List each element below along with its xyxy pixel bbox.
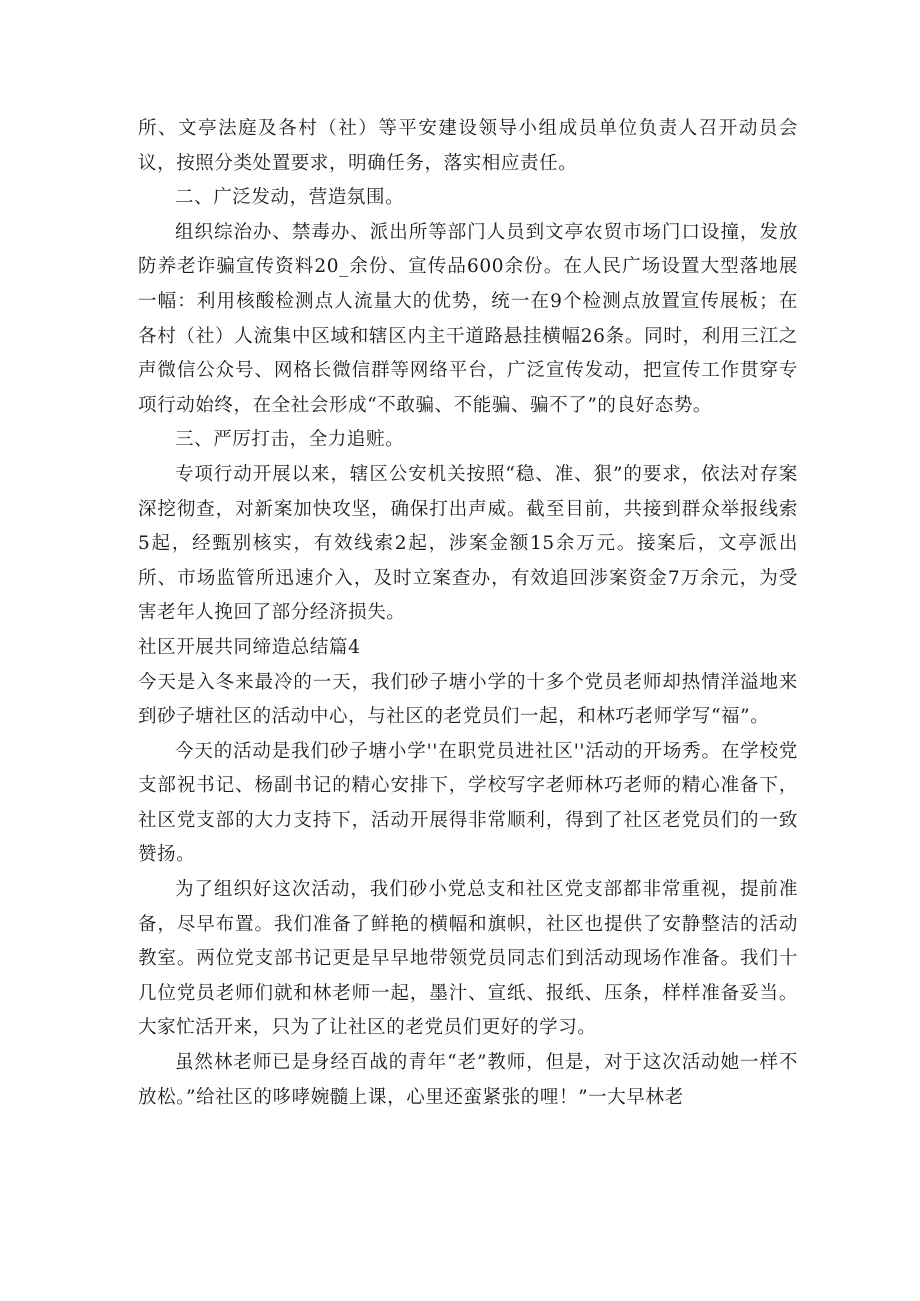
paragraph-crackdown: 专项行动开展以来，辖区公安机关按照“稳、准、狠”的要求，依法对存案深挖彻查，对新案加快攻坚，确保打出声威。截至目前，共接到群众举报线索5起，经甄别核实，有效线索2起，涉案金额15余万元。接案后，文亭派出所、市场监管所迅速介入，及时立案查办，有效追回涉案资金7万余元，为受害老年人挽回了部分经济损失。 [138,463,798,624]
paragraph-intro: 今天是入冬来最冷的一天，我们砂子塘小学的十多个党员老师却热情洋溢地来到砂子塘社区的活动中心，与社区的老党员们一起，和林巧老师学写“福”。 [138,671,798,728]
section-heading-3: 三、严厉打击，全力追赃。 [175,429,405,451]
paragraph-publicity: 组织综治办、禁毒办、派出所等部门人员到文亭农贸市场门口设撞，发放防养老诈骗宣传资料20_余份、宣传品600余份。在人民广场设置大型落地展一幅：利用核酸检测点人流量大的优势，统一在9个检测点放置宣传展板；在各村（社）人流集中区域和辖区内主干道路悬挂横幅26条。同时，利用三江之声微信公众号、网格长微信群等网络平台，广泛宣传发动，把宣传工作贯穿专项行动始终，在全社会形成“不敢骗、不能骗、骗不了”的良好态势。 [138,221,798,416]
paragraph-continuation: 所、文亭法庭及各村（社）等平安建设领导小组成员单位负责人召开动员会议，按照分类处置要求，明确任务，落实相应责任。 [138,118,798,174]
article-title: 社区开展共同缔造总结篇4 [138,636,361,658]
paragraph-preparation: 为了组织好这次活动，我们砂小党总支和社区党支部都非常重视，提前准备，尽早布置。我们准备了鲜艳的横幅和旗帜，社区也提供了安静整洁的活动教室。两位党支部书记更是早早地带领党员同志们到活动现场作准备。我们十几位党员老师们就和林老师一起，墨汁、宣纸、报纸、压条，样样准备妥当。大家忙活开来，只为了让社区的老党员们更好的学习。 [138,879,798,1039]
paragraph-teacher: 虽然林老师已是身经百战的青年“老”教师，但是，对于这次活动她一样不放松。”给社区的哆哮婉髓上课，心里还蛮紧张的哩！”一大早林老 [138,1052,798,1108]
paragraph-activity: 今天的活动是我们砂子塘小学''在职党员进社区''活动的开场秀。在学校党支部祝书记、杨副书记的精心安排下，学校写字老师林巧老师的精心准备下，社区党支部的大力支持下，活动开展得非常顺利，得到了社区老党员们的一致赞扬。 [138,740,798,866]
document-body [138,112,798,1115]
section-heading-2: 二、广泛发动，营造氛围。 [175,187,405,209]
